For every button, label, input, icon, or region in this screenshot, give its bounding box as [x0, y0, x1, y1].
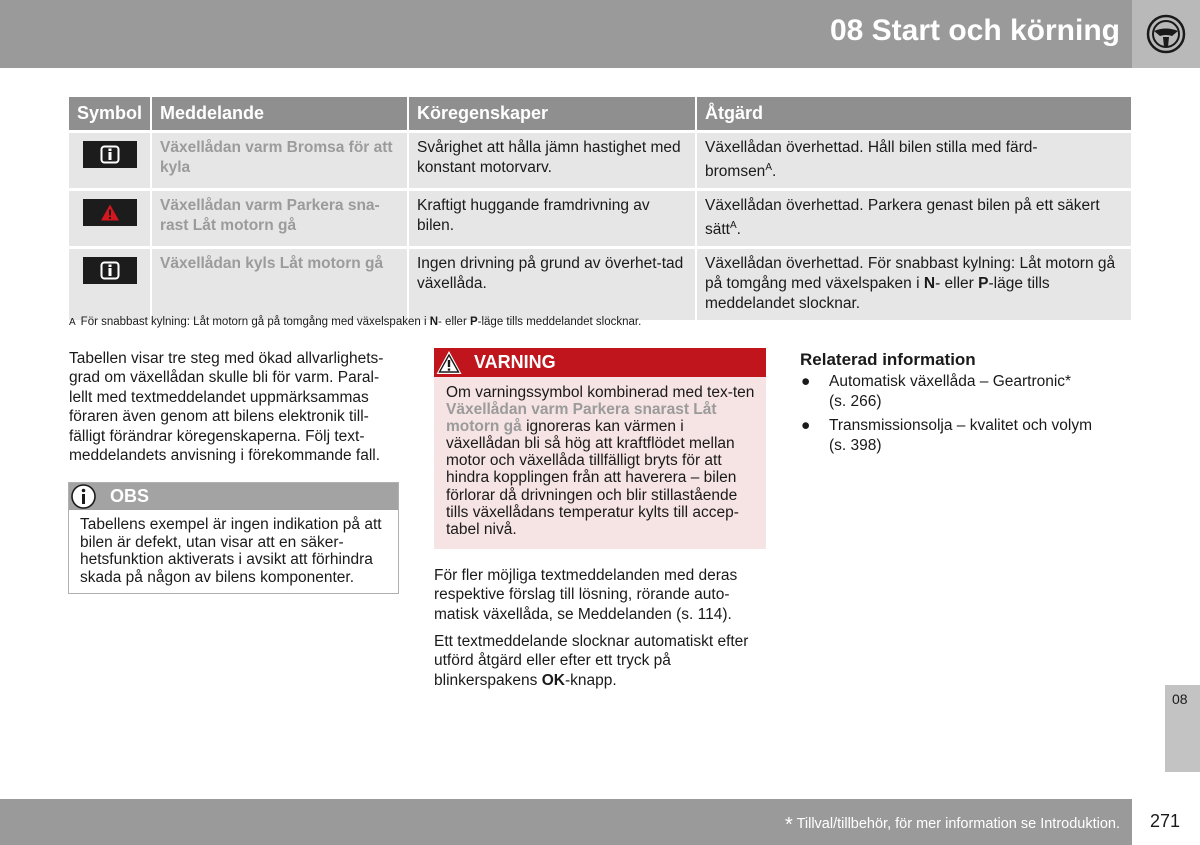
warning-header	[434, 348, 766, 377]
action-cell	[697, 130, 1131, 188]
col-header-action: Åtgärd	[697, 97, 1131, 130]
paragraph-auto-off	[434, 632, 766, 690]
info-icon	[100, 145, 120, 164]
page-number: 271	[1150, 811, 1181, 831]
info-symbol	[83, 257, 137, 284]
symbol-cell	[69, 188, 152, 246]
symbol-cell	[69, 246, 152, 320]
footnote-gear-n: N	[429, 316, 439, 328]
obs-note-box	[68, 482, 399, 594]
warning-message-name: Växellådan varm Parkera snarast Låt motorn gå	[446, 401, 717, 436]
col-header-symbol: Symbol	[69, 97, 152, 130]
message-table	[69, 97, 1131, 320]
related-link-text[interactable]: Transmissionsolja – kvalitet och volym	[829, 417, 1093, 434]
chapter-side-tab[interactable]	[1165, 685, 1200, 772]
action-cell	[697, 246, 1131, 320]
warning-box	[434, 348, 766, 549]
related-information	[800, 350, 1130, 460]
ok-button-label: OK	[541, 671, 565, 689]
properties-cell: Kraftigt huggande framdrivning av bilen.	[409, 188, 697, 246]
properties-cell: Svårighet att hålla jämn hastighet med konstant motorvarv.	[409, 130, 697, 188]
chapter-title: 08 Start och körning	[829, 14, 1120, 47]
action-cell	[697, 188, 1131, 246]
action-text: Växellådan överhettad. För snabbast kylning: Låt motorn gå på tomgång med växelspaken i	[705, 255, 1116, 293]
obs-header	[69, 483, 398, 510]
warning-text-a: Om varningssymbol kombinerad med tex-ten	[446, 384, 755, 401]
symbol-cell	[69, 130, 152, 188]
action-text-end: -läge tills meddelandet slocknar.	[705, 275, 1050, 313]
chapter-icon-box	[1132, 0, 1200, 68]
p3-text: Ett textmeddelande slocknar automatiskt efter utförd åtgärd eller efter ett tryck på blinkerspakens	[434, 633, 749, 689]
warning-triangle-icon	[100, 203, 120, 222]
steering-wheel-icon	[1145, 13, 1187, 55]
side-tab-label: 08	[1172, 691, 1188, 707]
action-text-end: .	[771, 163, 777, 181]
bullet-icon: ●	[801, 417, 811, 434]
action-text-end: .	[736, 221, 741, 239]
obs-text: Tabellens exempel är ingen indikation på att bilen är defekt, utan visar att en säker-hetsfunktion aktiverats i avsikt att förhindra skada på någon av bilens komponenter.	[80, 516, 382, 586]
related-link-text[interactable]: Automatisk växellåda – Geartronic*	[829, 373, 1072, 390]
info-circle-icon	[70, 483, 97, 510]
gear-p: P	[978, 275, 989, 293]
related-link-page[interactable]: (s. 266)	[829, 392, 882, 410]
col-header-properties: Köregenskaper	[409, 97, 697, 130]
bullet-icon: ●	[801, 373, 811, 390]
info-icon	[100, 261, 120, 280]
table-header-row	[69, 97, 1131, 130]
footnote-mark: A	[69, 317, 76, 328]
properties-cell: Ingen drivning på grund av överhet-tad växellåda.	[409, 246, 697, 320]
paragraph-more-messages: För fler möjliga textmeddelanden med deras respektive förslag till lösning, rörande auto-matisk växellåda, se Meddelanden (s. 114).	[434, 567, 738, 623]
related-link[interactable]	[800, 372, 1130, 411]
col-header-message: Meddelande	[152, 97, 409, 130]
footnote-gear-p: P	[469, 316, 478, 328]
message-cell: Växellådan varm Bromsa för att kyla	[152, 130, 409, 188]
related-link[interactable]	[800, 416, 1130, 455]
footnote-ref: A	[765, 162, 772, 173]
action-text: Växellådan överhettad. Parkera genast bilen på ett säkert sätt	[705, 197, 1100, 239]
action-text-cont: bromsen	[705, 163, 766, 181]
footnote-ref: A	[729, 220, 737, 232]
warning-text-b: ignoreras kan värmen i växellådan bli så hög att kraftflödet mellan motor och växellåda tillfälligt bryts för att hindra kopplingen från att haverera – bilen förlorar då drivningen och blir stillastående tills växellådans temperatur kylts till accep-tabel nivå.	[446, 418, 739, 538]
footer-note	[785, 814, 1120, 837]
action-text-mid: - eller	[935, 275, 979, 293]
message-cell: Växellådan kyls Låt motorn gå	[152, 246, 409, 320]
related-link-page[interactable]: (s. 398)	[829, 436, 882, 454]
footnote-text-end: -läge tills meddelandet slocknar.	[477, 316, 642, 328]
footer-note-text: Tillval/tillbehör, för mer information se Introduktion.	[792, 816, 1120, 832]
footer-star: *	[785, 814, 793, 836]
warning-symbol	[83, 199, 137, 226]
table-row	[69, 246, 1131, 320]
info-symbol	[83, 141, 137, 168]
intro-paragraph: Tabellen visar tre steg med ökad allvarlighets-grad om växellådan skulle bli för varm. Paral-lellt med textmeddelandet uppmärksammas föraren även genom att bilens elektronik till-fälligt förändrar köregenskaperna. Följ text-meddelandets anvisning i förekommande fall.	[69, 350, 384, 465]
p3-text-end: -knapp.	[564, 671, 617, 689]
obs-title: OBS	[110, 486, 150, 506]
action-text: Växellådan överhettad. Håll bilen stilla med färd-	[705, 139, 1038, 156]
footnote-text: För snabbast kylning: Låt motorn gå på tomgång med växelspaken i	[80, 316, 430, 328]
message-cell: Växellådan varm Parkera sna-rast Låt motorn gå	[152, 188, 409, 246]
footnote-text-mid: - eller	[438, 316, 470, 328]
table-row	[69, 130, 1131, 188]
warning-triangle-icon	[435, 349, 463, 376]
related-title: Relaterad information	[800, 350, 976, 369]
warning-title: VARNING	[474, 352, 556, 372]
table-row	[69, 188, 1131, 246]
warning-text	[446, 384, 758, 538]
table-footnote	[69, 316, 641, 328]
gear-n: N	[923, 275, 936, 293]
